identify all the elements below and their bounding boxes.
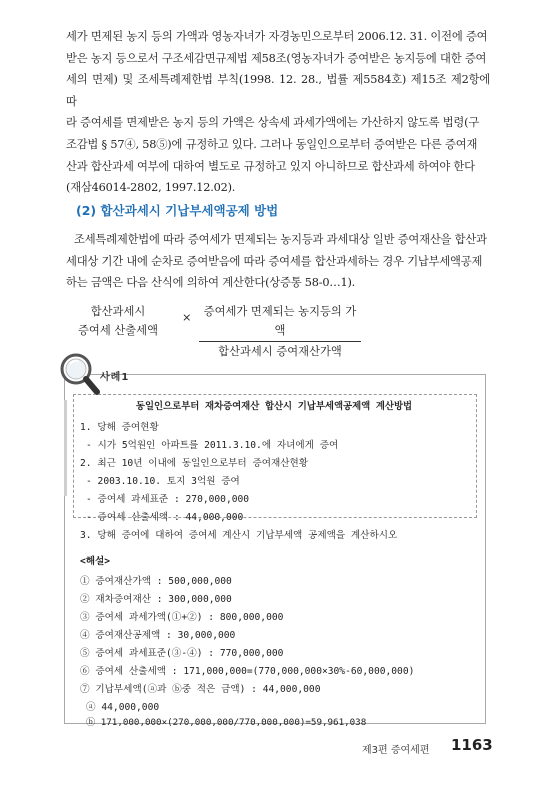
solution-header: <해설> [80, 556, 111, 567]
solution-line: ⓐ 44,000,000 [86, 702, 160, 713]
formula-left-term [66, 302, 170, 340]
method-paragraph [66, 229, 490, 294]
case-line: - 증여세 산출세액 : 44,000,000 [86, 512, 244, 523]
intro-line: 세의 면제) 및 조세특례제한법 부칙(1998. 12. 28., 법률 제5584호) 제15조 제2항에 따 [66, 73, 490, 108]
formula-fraction [199, 302, 361, 361]
magnifier-icon [57, 350, 103, 398]
intro-line: 세가 면제된 농지 등의 가액과 영농자녀가 자경농민으로부터 2006.12. 31. 이전에 증여 [66, 30, 488, 43]
case-line: 1. 당해 증여현황 [80, 422, 159, 433]
solution-line: ⑦ 기납부세액(ⓐ과 ⓑ중 적은 금액) : 44,000,000 [80, 684, 321, 695]
intro-line: 받은 농지 등으로서 구조세감면규제법 제58조(영농자녀가 증여받은 농지등에 대한 증여 [66, 51, 487, 65]
solution-line: ④ 증여재산공제액 : 30,000,000 [80, 630, 236, 641]
formula-numerator: 증여세가 면제되는 농지등의 가액 [199, 302, 361, 342]
intro-line: (재삼46014-2802, 1997.12.02). [66, 181, 236, 195]
case-line: - 2003.10.10. 토지 3억원 증여 [86, 476, 240, 487]
intro-line: 산과 합산과세 여부에 대하여 별도로 규정하고 있지 아니하므로 합산과세 하여야 한다 [66, 159, 475, 173]
method-line: 하는 금액은 다음 산식에 의하여 계산한다(상증통 58-0…1). [66, 276, 356, 290]
solution-line: ① 증여재산가액 : 500,000,000 [80, 576, 232, 587]
intro-line: 조감법 § 57④, 58⑤)에 규정하고 있다. 그러나 동일인으로부터 증여받은 다른 증여재 [66, 137, 478, 151]
case-line: - 증여세 과세표준 : 270,000,000 [86, 494, 250, 505]
intro-paragraph [66, 26, 490, 199]
solution-line: ⑤ 증여세 과세표준(③-④) : 770,000,000 [80, 648, 284, 659]
case-line: 2. 최근 10년 이내에 동일인으로부터 증여재산현황 [80, 458, 309, 469]
case-box-side-bar [64, 400, 67, 496]
case-line: - 시가 5억원인 아파트를 2011.3.10.에 자녀에게 증여 [86, 440, 339, 451]
footer-section: 제3편 증여세편 [362, 745, 430, 756]
formula-denominator: 합산과세시 증여재산가액 [218, 345, 342, 358]
formula [66, 302, 486, 358]
solution-line: ⑥ 증여세 산출세액 : 171,000,000=(770,000,000×30%-60,000,000) [80, 666, 415, 677]
method-line: 세대상 기간 내에 순차로 증여받음에 따라 증여세를 합산과세하는 경우 기납부세액공제 [66, 254, 483, 268]
intro-line: 라 증여세를 면제받은 농지 등의 가액은 상속세 과세가액에는 가산하지 않도록 법령(구 [66, 116, 480, 130]
solution-line: ⓑ 171,000,000×(270,000,000/770,000,000)=59,961,038 [86, 717, 367, 728]
formula-left-bottom: 증여세 산출세액 [78, 324, 158, 337]
formula-left-top: 합산과세시 [90, 305, 146, 318]
method-line: 조세특례제한법에 따라 증여세가 면제되는 농지등과 과세대상 일반 증여재산을 합산과 [74, 233, 487, 246]
section-title: (2) 합산과세시 기납부세액공제 방법 [76, 203, 279, 218]
multiply-sign: × [182, 311, 192, 324]
case-title: 동일인으로부터 재차증여재산 합산시 기납부세액공제액 계산방법 [135, 401, 413, 412]
solution-line: ③ 증여세 과세가액(①+②) : 800,000,000 [80, 612, 284, 623]
solution-line: ② 재차증여재산 : 300,000,000 [80, 594, 232, 605]
case-label: 사례1 [100, 372, 130, 383]
page-number: 1163 [451, 736, 493, 754]
case-line: 3. 당해 증여에 대하여 증여세 계산시 기납부세액 공제액을 계산하시오 [80, 530, 398, 541]
